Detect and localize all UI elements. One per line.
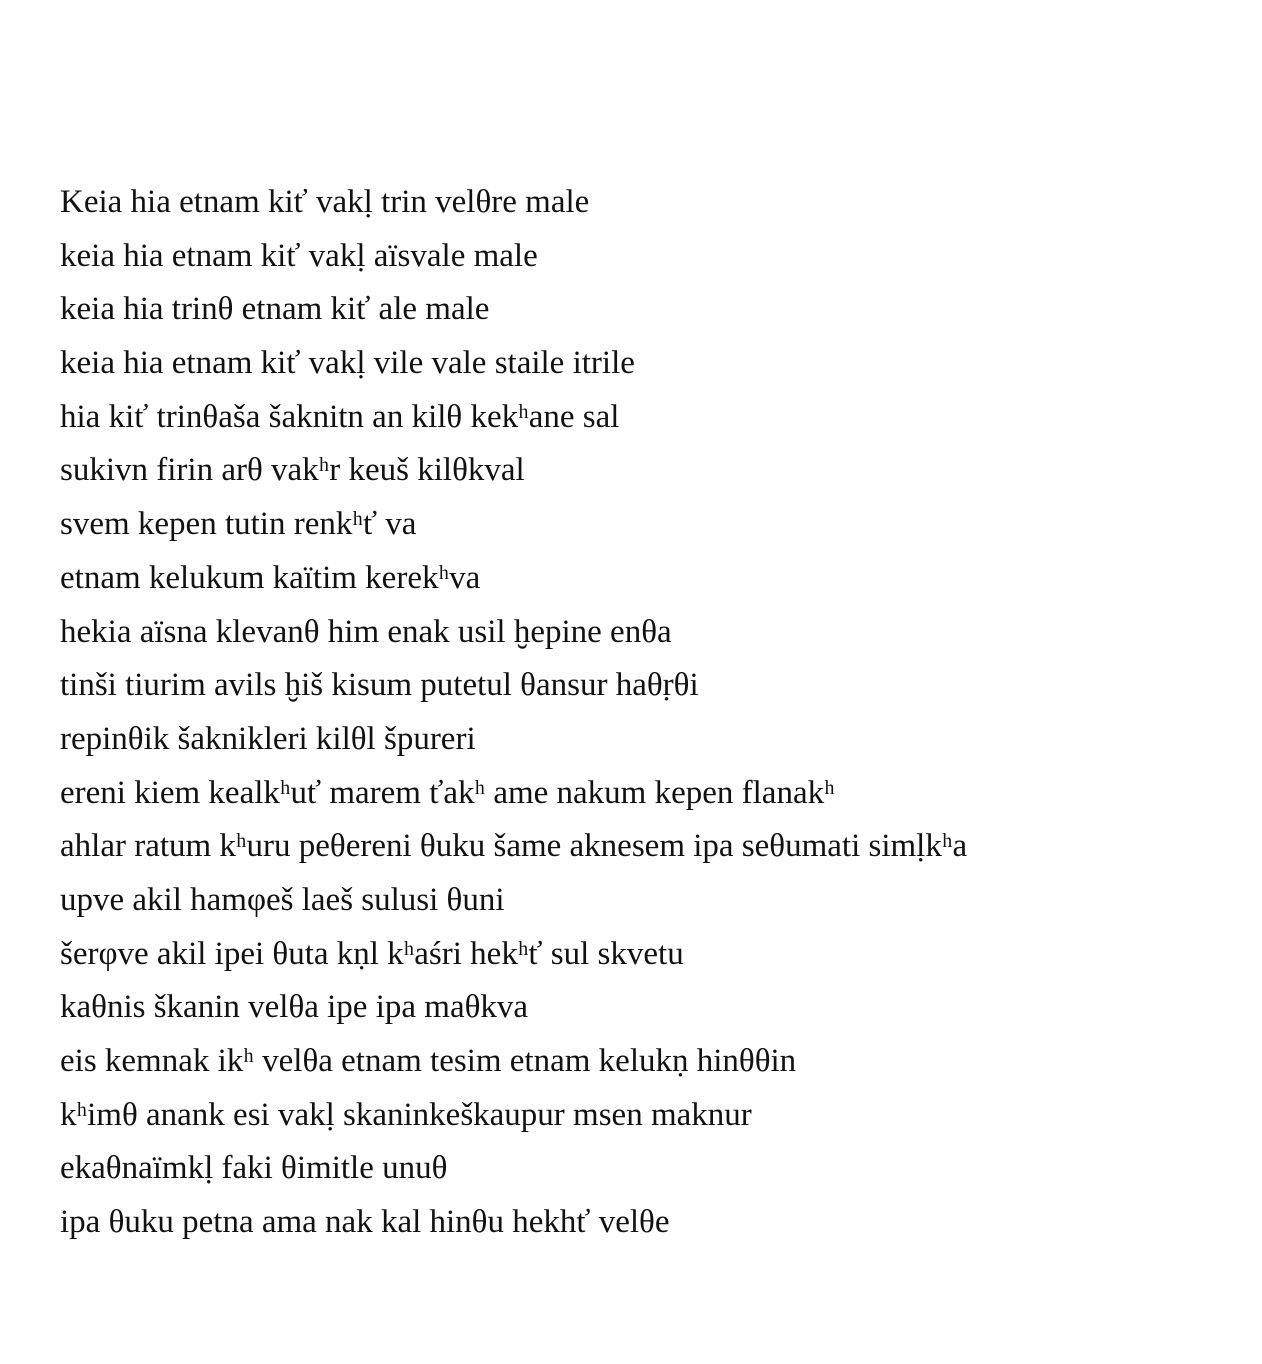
text-line-9: hekia aïsna klevanθ him enak usil ḫepine enθa	[60, 613, 672, 650]
text-line-10: tinši tiurim avils ḫiš kisum putetul θansur haθṛθi	[60, 667, 699, 704]
text-line-5: hia kiť trinθaša šaknitn an kilθ kekʰane sal	[60, 398, 620, 435]
text-line-7: svem kepen tutin renkʰť va	[60, 506, 417, 543]
text-line-15: šerφve akil ipei θuta kṇl kʰaśri hekʰť sul skvetu	[60, 935, 684, 972]
text-line-13: ahlar ratum kʰuru peθereni θuku šame aknesem ipa seθumati simḷkʰa	[60, 828, 968, 865]
text-line-17: eis kemnak ikʰ velθa etnam tesim etnam kelukṇ hinθθin	[60, 1043, 797, 1079]
text-line-16: kaθnis škanin velθa ipe ipa maθkva	[60, 989, 529, 1026]
text-line-6: sukivn firin arθ vakʰr keuš kilθkval	[60, 452, 525, 489]
text-line-14: upve akil hamφeš laeš sulusi θuni	[60, 881, 505, 918]
text-line-18: kʰimθ anank esi vakḷ skaninkeškaupur msen maknur	[60, 1096, 752, 1133]
text-line-19: ekaθnaïmkḷ faki θimitle unuθ	[60, 1150, 448, 1187]
text-line-8: etnam kelukum kaïtim kerekʰva	[60, 559, 481, 596]
text-line-3: keia hia trinθ etnam kiť ale male	[60, 291, 490, 328]
text-line-12: ereni kiem kealkʰuť marem ťakʰ ame nakum kepen flanakʰ	[60, 774, 835, 811]
text-line-2: keia hia etnam kiť vakḷ aïsvale male	[60, 237, 538, 274]
text-line-1: Keia hia etnam kiť vakḷ trin velθre male	[60, 184, 590, 220]
text-line-20: ipa θuku petna ama nak kal hinθu hekhť velθe	[60, 1204, 670, 1241]
text-block	[60, 176, 1250, 1250]
text-line-11: repinθik šaknikleri kilθl špureri	[60, 720, 476, 757]
text-line-4: keia hia etnam kiť vakḷ vile vale staile itrile	[60, 345, 635, 382]
